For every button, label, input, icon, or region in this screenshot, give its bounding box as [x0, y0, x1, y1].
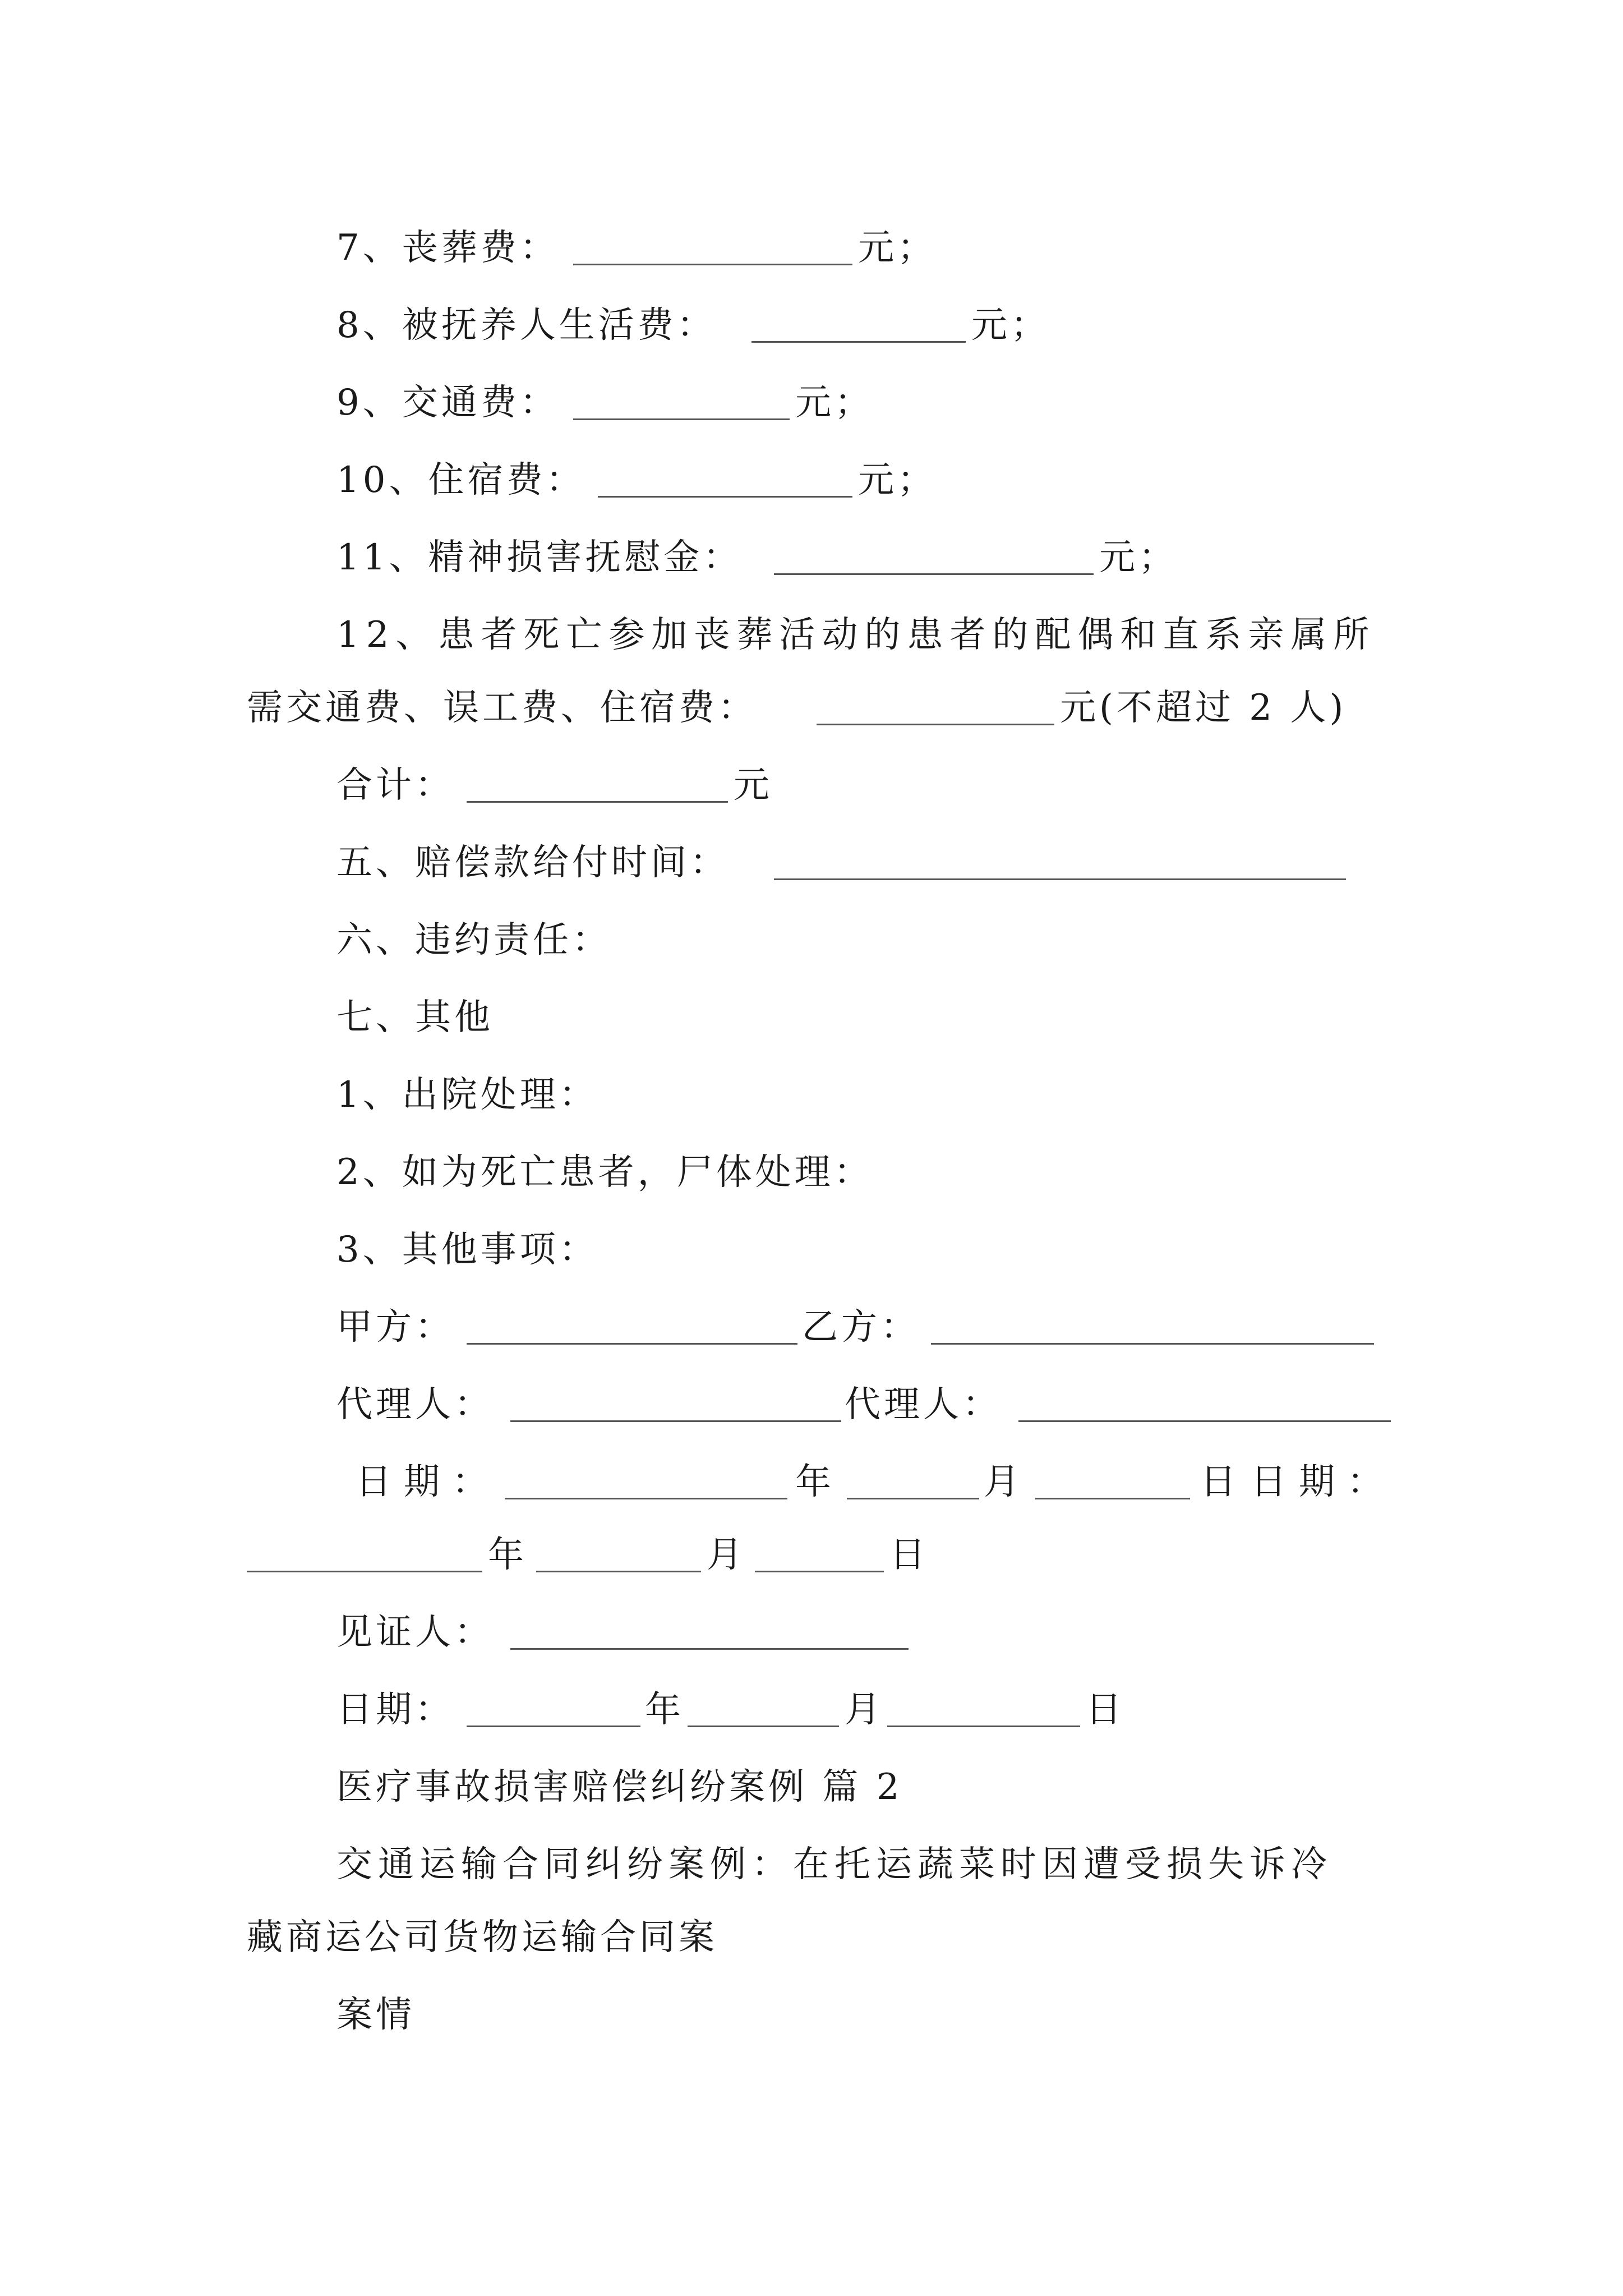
unit: 元；	[971, 305, 1050, 346]
date-a-year-blank[interactable]	[505, 1498, 787, 1499]
date-label: 日期：	[336, 1689, 454, 1731]
label: 五、赔偿款给付时间：	[336, 842, 729, 884]
year-label: 年	[795, 1461, 834, 1503]
paragraph-text: 交通运输合同纠纷案例：在托运蔬菜时因遭受损失诉冷	[336, 1844, 1332, 1885]
unit: 元；	[858, 227, 937, 269]
label: 9、交通费：	[336, 382, 559, 424]
label: 11、精神损害抚慰金：	[336, 537, 743, 578]
agent-b-label: 代理人：	[845, 1384, 1002, 1425]
date-a-day-blank[interactable]	[1035, 1498, 1190, 1499]
witness-label: 见证人：	[336, 1612, 494, 1653]
agent-a-blank[interactable]	[510, 1420, 841, 1422]
day-blank[interactable]	[887, 1726, 1080, 1727]
date-b-label: 日期：	[1251, 1461, 1395, 1503]
unit: 元；	[1099, 537, 1178, 578]
party-a-label: 甲方：	[336, 1306, 454, 1348]
month-label: 月	[707, 1534, 746, 1576]
paragraph-text: 七、其他	[336, 997, 494, 1038]
year-blank[interactable]	[467, 1726, 640, 1727]
day-label: 日	[1200, 1461, 1239, 1503]
label: 合计：	[336, 765, 454, 806]
label: 7、丧葬费：	[336, 227, 559, 269]
month-label: 月	[984, 1461, 1023, 1503]
label: 10、住宿费：	[336, 459, 585, 501]
date-b-day-blank[interactable]	[755, 1571, 884, 1572]
paragraph-text: 2、如为死亡患者，尸体处理：	[336, 1152, 873, 1193]
fill-blank[interactable]	[598, 496, 852, 498]
paragraph-text: 12、患者死亡参加丧葬活动的患者的配偶和直系亲属所	[336, 614, 1376, 656]
party-a-blank[interactable]	[467, 1343, 797, 1345]
year-label: 年	[488, 1534, 527, 1576]
date-a-label: 日期：	[356, 1461, 500, 1503]
date-b-month-blank[interactable]	[536, 1571, 701, 1572]
month-blank[interactable]	[688, 1726, 839, 1727]
unit: 元；	[795, 382, 874, 424]
heading-text: 案情	[336, 1994, 415, 2036]
fill-blank[interactable]	[573, 418, 790, 420]
witness-blank[interactable]	[510, 1648, 909, 1650]
fill-blank[interactable]	[817, 724, 1054, 725]
agent-a-label: 代理人：	[336, 1384, 494, 1425]
label: 8、被抚养人生活费：	[336, 305, 716, 346]
unit: 元(不超过 2 人)	[1060, 687, 1347, 729]
party-b-label: 乙方：	[802, 1306, 920, 1348]
day-label: 日	[889, 1534, 929, 1576]
fill-blank[interactable]	[774, 878, 1346, 880]
fill-blank[interactable]	[751, 341, 966, 343]
paragraph-text: 3、其他事项：	[336, 1229, 598, 1271]
heading-text: 医疗事故损害赔偿纠纷案例 篇 2	[336, 1766, 903, 1808]
day-label: 日	[1086, 1689, 1125, 1731]
unit: 元；	[858, 459, 937, 501]
fill-blank[interactable]	[573, 264, 852, 265]
agent-b-blank[interactable]	[1018, 1420, 1391, 1422]
party-b-blank[interactable]	[931, 1343, 1374, 1345]
paragraph-text: 1、出院处理：	[336, 1074, 598, 1116]
fill-blank[interactable]	[774, 573, 1094, 575]
date-a-month-blank[interactable]	[847, 1498, 979, 1499]
date-b-year-blank[interactable]	[247, 1571, 482, 1572]
fill-blank[interactable]	[467, 801, 728, 803]
unit: 元	[734, 765, 773, 806]
month-label: 月	[845, 1689, 884, 1731]
year-label: 年	[645, 1689, 684, 1731]
paragraph-text: 六、违约责任：	[336, 919, 611, 961]
label: 需交通费、误工费、住宿费：	[247, 687, 757, 729]
paragraph-text: 藏商运公司货物运输合同案	[247, 1917, 718, 1958]
